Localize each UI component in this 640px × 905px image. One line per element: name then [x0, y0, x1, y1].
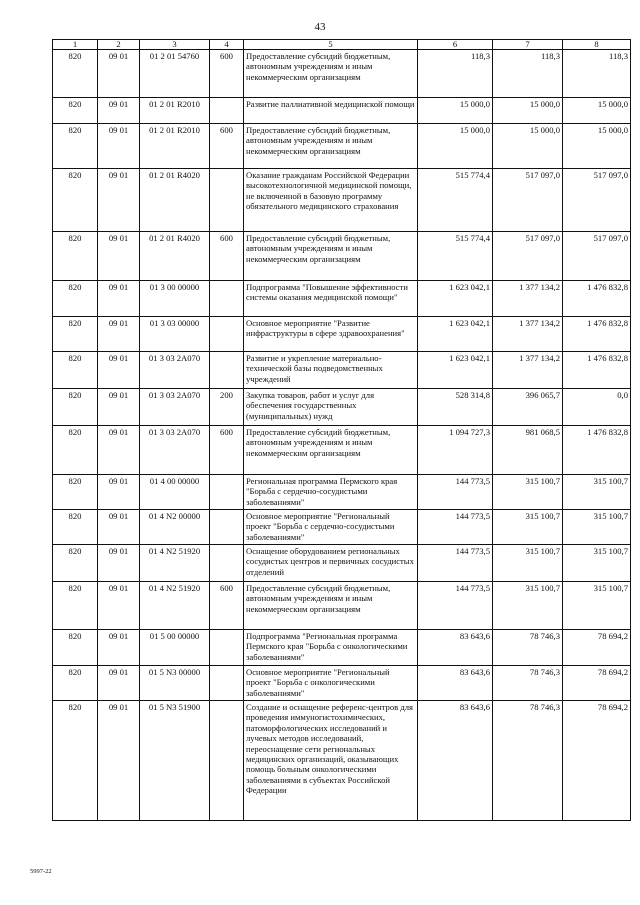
table-row [53, 169, 631, 232]
ministry-code-cell: 820 [53, 701, 98, 821]
section-code-cell: 09 01 [98, 666, 140, 701]
expense-type-cell [210, 317, 244, 352]
header-cell-5: 5 [244, 40, 418, 50]
table-row [53, 124, 631, 169]
section-code-cell: 09 01 [98, 169, 140, 232]
amount-col7-cell: 1 377 134,2 [493, 317, 563, 352]
target-article-cell: 01 3 03 2А070 [140, 389, 210, 426]
amount-col6-cell: 15 000,0 [418, 124, 493, 169]
header-cell-3: 3 [140, 40, 210, 50]
amount-col6-cell: 515 774,4 [418, 169, 493, 232]
target-article-cell: 01 2 01 R2010 [140, 124, 210, 169]
section-code-cell: 09 01 [98, 630, 140, 666]
amount-col8-cell: 15 000,0 [563, 98, 631, 124]
expense-type-cell [210, 98, 244, 124]
ministry-code-cell: 820 [53, 124, 98, 169]
ministry-code-cell: 820 [53, 98, 98, 124]
amount-col7-cell: 78 746,3 [493, 630, 563, 666]
section-code-cell: 09 01 [98, 232, 140, 281]
amount-col6-cell: 144 773,5 [418, 582, 493, 630]
section-code-cell: 09 01 [98, 317, 140, 352]
target-article-cell: 01 4 N2 51920 [140, 545, 210, 582]
ministry-code-cell: 820 [53, 545, 98, 582]
amount-col8-cell: 15 000,0 [563, 124, 631, 169]
section-code-cell: 09 01 [98, 475, 140, 510]
item-name-cell: Основное мероприятие "Региональный проект "Борьба с сердечно-сосудистыми заболеваниями" [244, 510, 418, 545]
amount-col7-cell: 1 377 134,2 [493, 352, 563, 389]
amount-col7-cell: 396 065,7 [493, 389, 563, 426]
section-code-cell: 09 01 [98, 124, 140, 169]
item-name-cell: Подпрограмма "Региональная программа Пермского края "Борьба с онкологическими заболеваниями" [244, 630, 418, 666]
target-article-cell: 01 3 00 00000 [140, 281, 210, 317]
table-row [53, 545, 631, 582]
amount-col8-cell: 0,0 [563, 389, 631, 426]
expense-type-cell: 600 [210, 50, 244, 98]
target-article-cell: 01 2 01 R4020 [140, 169, 210, 232]
expense-type-cell: 600 [210, 232, 244, 281]
amount-col8-cell: 315 100,7 [563, 510, 631, 545]
expense-type-cell [210, 701, 244, 821]
amount-col6-cell: 515 774,4 [418, 232, 493, 281]
amount-col8-cell: 1 476 832,8 [563, 317, 631, 352]
table-row [53, 281, 631, 317]
amount-col6-cell: 144 773,5 [418, 545, 493, 582]
header-cell-2: 2 [98, 40, 140, 50]
item-name-cell: Оказание гражданам Российской Федерации высокотехнологичной медицинской помощи, не включенной в базовую программу обязательного медицинского страхования [244, 169, 418, 232]
header-cell-8: 8 [563, 40, 631, 50]
item-name-cell: Предоставление субсидий бюджетным, автономным учреждениям и иным некоммерческим организациям [244, 124, 418, 169]
ministry-code-cell: 820 [53, 510, 98, 545]
expense-type-cell: 600 [210, 124, 244, 169]
section-code-cell: 09 01 [98, 510, 140, 545]
table-body [53, 50, 631, 821]
amount-col6-cell: 144 773,5 [418, 475, 493, 510]
amount-col7-cell: 517 097,0 [493, 232, 563, 281]
amount-col8-cell: 517 097,0 [563, 169, 631, 232]
item-name-cell: Развитие и укрепление материально-технической базы подведомственных учреждений [244, 352, 418, 389]
table-row [53, 352, 631, 389]
table-row [53, 701, 631, 821]
section-code-cell: 09 01 [98, 582, 140, 630]
table-row [53, 232, 631, 281]
section-code-cell: 09 01 [98, 701, 140, 821]
section-code-cell: 09 01 [98, 426, 140, 475]
amount-col8-cell: 118,3 [563, 50, 631, 98]
amount-col6-cell: 83 643,6 [418, 701, 493, 821]
expense-type-cell: 600 [210, 582, 244, 630]
section-code-cell: 09 01 [98, 545, 140, 582]
amount-col6-cell: 528 314,8 [418, 389, 493, 426]
ministry-code-cell: 820 [53, 169, 98, 232]
footer-document-code: 5997-22 [30, 868, 52, 875]
amount-col7-cell: 118,3 [493, 50, 563, 98]
ministry-code-cell: 820 [53, 352, 98, 389]
item-name-cell: Предоставление субсидий бюджетным, автономным учреждениям и иным некоммерческим организациям [244, 582, 418, 630]
amount-col6-cell: 144 773,5 [418, 510, 493, 545]
table-row [53, 475, 631, 510]
target-article-cell: 01 5 N3 00000 [140, 666, 210, 701]
header-cell-4: 4 [210, 40, 244, 50]
section-code-cell: 09 01 [98, 98, 140, 124]
item-name-cell: Оснащение оборудованием региональных сосудистых центров и первичных сосудистых отделений [244, 545, 418, 582]
header-cell-7: 7 [493, 40, 563, 50]
expense-type-cell: 200 [210, 389, 244, 426]
item-name-cell: Основное мероприятие "Региональный проект "Борьба с онкологическими заболеваниями" [244, 666, 418, 701]
item-name-cell: Региональная программа Пермского края "Борьба с сердечно-сосудистыми заболеваниями" [244, 475, 418, 510]
table-row [53, 389, 631, 426]
amount-col8-cell: 315 100,7 [563, 475, 631, 510]
expense-type-cell [210, 666, 244, 701]
ministry-code-cell: 820 [53, 232, 98, 281]
table-header [53, 40, 631, 50]
amount-col6-cell: 83 643,6 [418, 666, 493, 701]
amount-col6-cell: 1 094 727,3 [418, 426, 493, 475]
expense-type-cell [210, 281, 244, 317]
ministry-code-cell: 820 [53, 475, 98, 510]
ministry-code-cell: 820 [53, 666, 98, 701]
expense-type-cell [210, 510, 244, 545]
item-name-cell: Основное мероприятие "Развитие инфраструктуры в сфере здравоохранения" [244, 317, 418, 352]
table-row [53, 582, 631, 630]
item-name-cell: Закупка товаров, работ и услуг для обеспечения государственных (муниципальных) нужд [244, 389, 418, 426]
amount-col6-cell: 15 000,0 [418, 98, 493, 124]
amount-col6-cell: 1 623 042,1 [418, 281, 493, 317]
amount-col7-cell: 517 097,0 [493, 169, 563, 232]
section-code-cell: 09 01 [98, 50, 140, 98]
section-code-cell: 09 01 [98, 352, 140, 389]
amount-col8-cell: 78 694,2 [563, 630, 631, 666]
amount-col8-cell: 315 100,7 [563, 582, 631, 630]
amount-col8-cell: 78 694,2 [563, 666, 631, 701]
amount-col8-cell: 517 097,0 [563, 232, 631, 281]
table-row [53, 630, 631, 666]
amount-col7-cell: 315 100,7 [493, 475, 563, 510]
amount-col8-cell: 78 694,2 [563, 701, 631, 821]
target-article-cell: 01 5 00 00000 [140, 630, 210, 666]
amount-col7-cell: 15 000,0 [493, 124, 563, 169]
table-row [53, 317, 631, 352]
section-code-cell: 09 01 [98, 389, 140, 426]
item-name-cell: Создание и оснащение референс-центров для проведения иммуногистохимических, патоморфологических исследований и лучевых методов исследований, переоснащение сети региональных медицинских организаций, оказывающих помощь больным онкологическими заболеваниями в субъектах Российской Федерации [244, 701, 418, 821]
table-row [53, 426, 631, 475]
amount-col8-cell: 1 476 832,8 [563, 352, 631, 389]
amount-col6-cell: 1 623 042,1 [418, 317, 493, 352]
ministry-code-cell: 820 [53, 389, 98, 426]
ministry-code-cell: 820 [53, 426, 98, 475]
expense-type-cell [210, 475, 244, 510]
amount-col7-cell: 981 068,5 [493, 426, 563, 475]
item-name-cell: Предоставление субсидий бюджетным, автономным учреждениям и иным некоммерческим организациям [244, 50, 418, 98]
page-number: 43 [314, 21, 326, 33]
target-article-cell: 01 3 03 00000 [140, 317, 210, 352]
table-row [53, 98, 631, 124]
header-cell-6: 6 [418, 40, 493, 50]
ministry-code-cell: 820 [53, 281, 98, 317]
amount-col7-cell: 78 746,3 [493, 666, 563, 701]
amount-col7-cell: 315 100,7 [493, 582, 563, 630]
ministry-code-cell: 820 [53, 582, 98, 630]
amount-col7-cell: 315 100,7 [493, 510, 563, 545]
table-row [53, 510, 631, 545]
ministry-code-cell: 820 [53, 50, 98, 98]
target-article-cell: 01 4 00 00000 [140, 475, 210, 510]
target-article-cell: 01 3 03 2А070 [140, 352, 210, 389]
target-article-cell: 01 4 N2 51920 [140, 582, 210, 630]
amount-col7-cell: 78 746,3 [493, 701, 563, 821]
target-article-cell: 01 4 N2 00000 [140, 510, 210, 545]
header-cell-1: 1 [53, 40, 98, 50]
amount-col6-cell: 83 643,6 [418, 630, 493, 666]
amount-col8-cell: 1 476 832,8 [563, 426, 631, 475]
ministry-code-cell: 820 [53, 317, 98, 352]
target-article-cell: 01 3 03 2А070 [140, 426, 210, 475]
item-name-cell: Предоставление субсидий бюджетным, автономным учреждениям и иным некоммерческим организациям [244, 426, 418, 475]
expense-type-cell [210, 169, 244, 232]
table-row [53, 50, 631, 98]
amount-col7-cell: 15 000,0 [493, 98, 563, 124]
amount-col6-cell: 118,3 [418, 50, 493, 98]
amount-col7-cell: 315 100,7 [493, 545, 563, 582]
amount-col7-cell: 1 377 134,2 [493, 281, 563, 317]
target-article-cell: 01 2 01 R4020 [140, 232, 210, 281]
amount-col8-cell: 1 476 832,8 [563, 281, 631, 317]
amount-col6-cell: 1 623 042,1 [418, 352, 493, 389]
item-name-cell: Подпрограмма "Повышение эффективности системы оказания медицинской помощи" [244, 281, 418, 317]
budget-table [52, 39, 631, 821]
table-row [53, 666, 631, 701]
expense-type-cell [210, 352, 244, 389]
expense-type-cell [210, 630, 244, 666]
target-article-cell: 01 2 01 54760 [140, 50, 210, 98]
item-name-cell: Развитие паллиативной медицинской помощи [244, 98, 418, 124]
expense-type-cell: 600 [210, 426, 244, 475]
expense-type-cell [210, 545, 244, 582]
target-article-cell: 01 2 01 R2010 [140, 98, 210, 124]
ministry-code-cell: 820 [53, 630, 98, 666]
target-article-cell: 01 5 N3 51900 [140, 701, 210, 821]
item-name-cell: Предоставление субсидий бюджетным, автономным учреждениям и иным некоммерческим организациям [244, 232, 418, 281]
section-code-cell: 09 01 [98, 281, 140, 317]
amount-col8-cell: 315 100,7 [563, 545, 631, 582]
